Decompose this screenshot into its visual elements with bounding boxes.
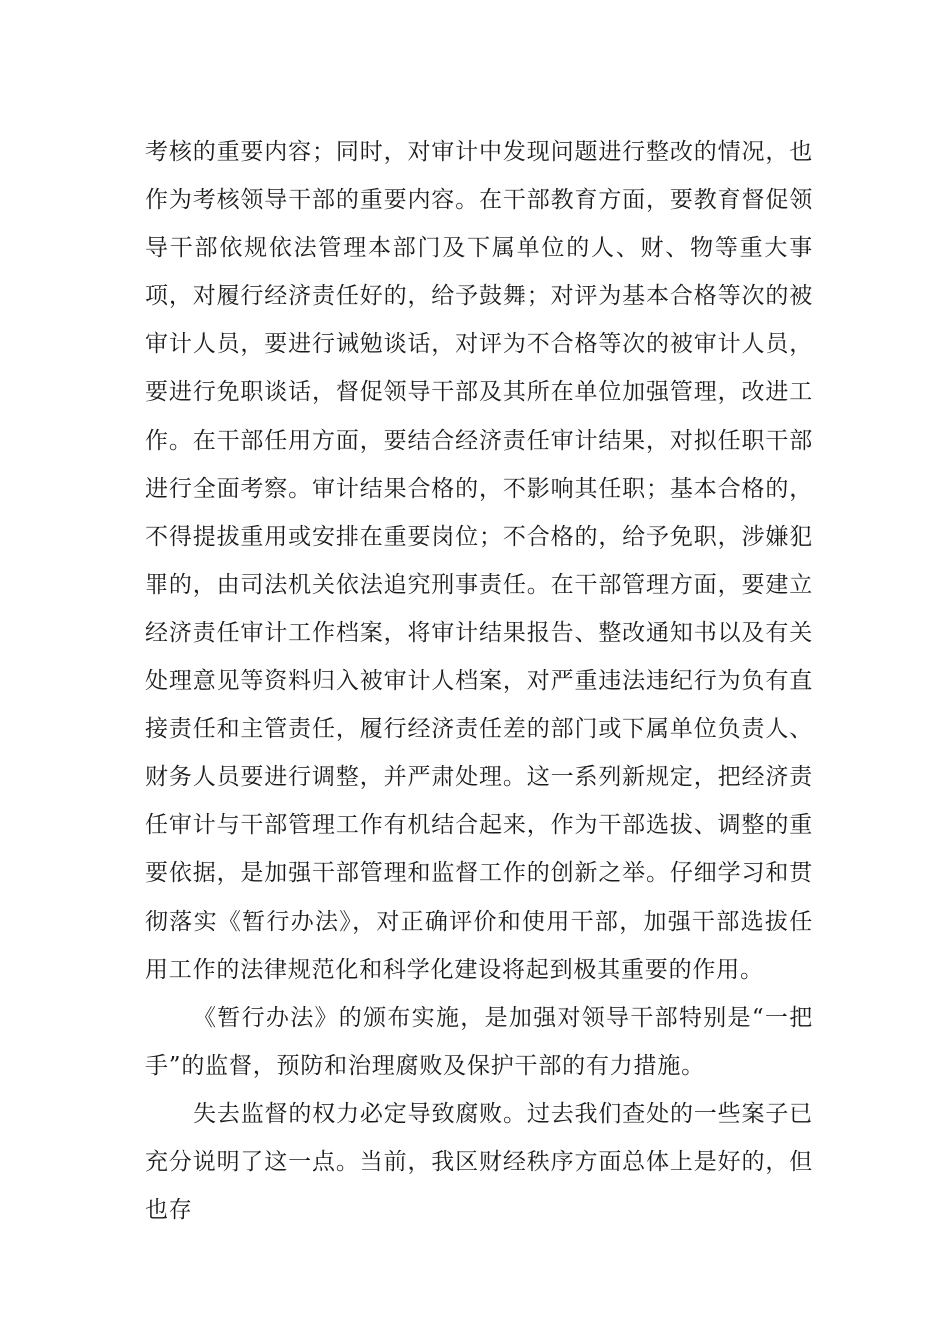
paragraph-1: 考核的重要内容；同时，对审计中发现问题进行整改的情况，也作为考核领导干部的重要内容。在干部教育方面，要教育督促领导干部依规依法管理本部门及下属单位的人、财、物等重大事项，对履行经济责任好的，给予鼓舞；对评为基本合格等次的被审计人员，要进行诫勉谈话，对评为不合格等次的被审计人员，要进行免职谈话，督促领导干部及其所在单位加强管理，改进工作。在干部任用方面，要结合经济责任审计结果，对拟任职干部进行全面考察。审计结果合格的，不影响其任职；基本合格的，不得提拔重用或安排在重要岗位；不合格的，给予免职，涉嫌犯罪的，由司法机关依法追究刑事责任。在干部管理方面，要建立经济责任审计工作档案，将审计结果报告、整改通知书以及有关处理意见等资料归入被审计人档案，对严重违法违纪行为负有直接责任和主管责任，履行经济责任差的部门或下属单位负责人、财务人员要进行调整，并严肃处理。这一系列新规定，把经济责任审计与干部管理工作有机结合起来，作为干部选拔、调整的重要依据，是加强干部管理和监督工作的创新之举。仔细学习和贯彻落实《暂行办法》，对正确评价和使用干部，加强干部选拔任用工作的法律规范化和科学化建设将起到极其重要的作用。 [145, 139, 813, 983]
body-text [145, 128, 813, 1234]
paragraph-3: 失去监督的权力必定导致腐败。过去我们查处的一些案子已充分说明了这一点。当前，我区财经秩序方面总体上是好的，但也存 [145, 1100, 813, 1224]
paragraph-2: 《暂行办法》的颁布实施，是加强对领导干部特别是“一把手”的监督，预防和治理腐败及保护干部的有力措施。 [145, 1004, 813, 1079]
